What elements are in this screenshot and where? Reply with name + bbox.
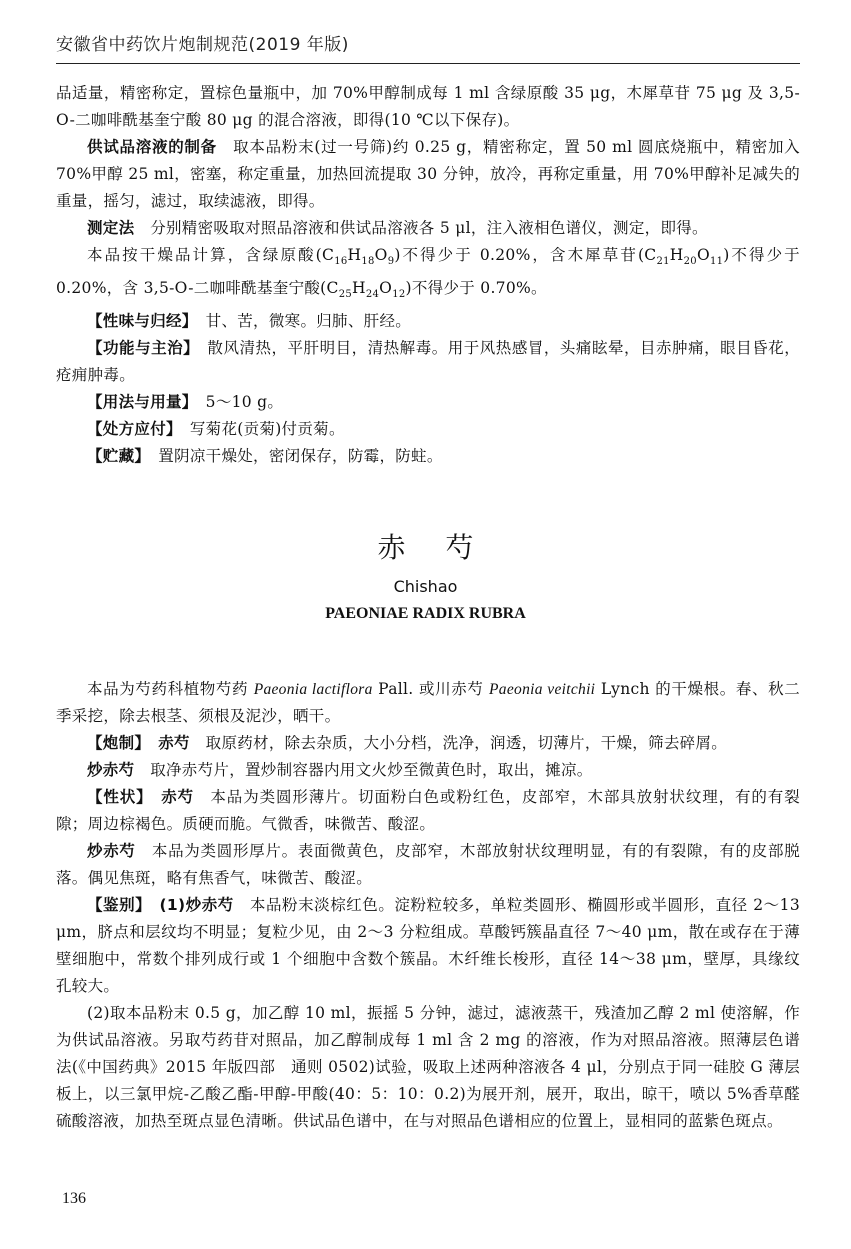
function-text: 散风清热，平肝明目，清热解毒。用于风热感冒，头痛眩晕，目赤肿痛，眼目昏花，疮痈肿毒。 bbox=[56, 339, 800, 385]
monograph-title-latin: PAEONIAE RADIX RUBRA bbox=[325, 605, 526, 622]
source-text: 本品为芍药科植物芍药 bbox=[87, 680, 254, 698]
species-name: Paeonia veitchii bbox=[489, 681, 596, 698]
content-text: )不得少于 0.20%，含 3,5-O-二咖啡酰基奎宁酸(C bbox=[56, 246, 800, 298]
processing-text: 取原药材，除去杂质，大小分档，洗净，润透，切薄片，干燥，筛去碎屑。 bbox=[189, 734, 728, 752]
content-text: )不得少于 0.70%。 bbox=[405, 279, 547, 298]
storage-label: 【贮藏】 bbox=[87, 447, 143, 466]
page-number: 136 bbox=[62, 1190, 86, 1207]
content-limit-paragraph bbox=[56, 242, 800, 308]
identification-label: 【鉴别】 bbox=[87, 896, 144, 914]
identification-text: 本品粉末淡棕红色。淀粉粒较多，单粒类圆形、椭圆形或半圆形，直径 2～13 μm，脐点和层纹均不明显；复粒少见，由 2～3 分粒组成。草酸钙簇晶直径 7～40 μm，散在或存在于薄壁细胞中，常数个排列成行或 1 个细胞中含数个簇晶。木纤维长梭形，直径 14～38 μm，壁厚，具缘纹孔较大。 bbox=[56, 896, 800, 995]
formula-subscript: 25 bbox=[338, 289, 353, 301]
identification-tlc-paragraph: (2)取本品粉末 0.5 g，加乙醇 10 ml，振摇 5 分钟，滤过，滤液蒸干，残渣加乙醇 2 ml 使溶解，作为供试品溶液。另取芍药苷对照品，加乙醇制成每 1 ml 含 2 mg 的溶液，作为对照品溶液。照薄层色谱法(《中国药典》2015 年版四部 通则 0502)试验，吸取上述两种溶液各 4 μl，分别点于同一硅胶 G 薄层板上，以三氯甲烷-乙酸乙酯-甲醇-甲酸(40：5：10：0.2)为展开剂，展开，取出，晾干，喷以 5%香草醛硫酸溶液，加热至斑点显色清晰。供试品色谱中，在与对照品色谱相应的位置上，显相同的蓝紫色斑点。 bbox=[56, 1004, 800, 1130]
test-solution-text: 取本品粉末(过一号筛)约 0.25 g，精密称定，置 50 ml 圆底烧瓶中，精密加入 70%甲醇 25 ml，密塞，称定重量，加热回流提取 30 分钟，放冷，再称定重量，用 70%甲醇补足减失的重量，摇匀，滤过，取续滤液，即得。 bbox=[56, 138, 800, 210]
description-text: 本品为类圆形厚片。表面微黄色，皮部窄，木部放射状纹理明显，有的有裂隙，有的皮部脱落。偶见焦斑，略有焦香气，味微苦、酸涩。 bbox=[56, 842, 800, 887]
previous-monograph-tail bbox=[56, 80, 800, 470]
nature-meridian-label: 【性味与归经】 bbox=[87, 312, 190, 331]
nature-meridian-paragraph bbox=[56, 308, 800, 335]
content-text: H bbox=[352, 279, 366, 298]
formula-subscript: 9 bbox=[387, 256, 395, 268]
prescription-text: 写菊花(贡菊)付贡菊。 bbox=[174, 420, 345, 439]
description-sub-label: 炒赤芍 bbox=[87, 842, 136, 860]
monograph-body bbox=[56, 676, 800, 1135]
species-name: Paeonia lactiflora bbox=[253, 681, 373, 698]
storage-text: 置阴凉干燥处，密闭保存，防霉，防蛀。 bbox=[142, 447, 443, 466]
test-solution-paragraph bbox=[56, 134, 800, 215]
identification-paragraph bbox=[56, 892, 800, 1000]
processing-paragraph bbox=[56, 757, 800, 784]
identification-sub-label: (1)炒赤芍 bbox=[143, 896, 234, 914]
processing-sub-label: 赤芍 bbox=[142, 734, 190, 752]
content-text: H bbox=[347, 246, 362, 264]
processing-sub-label: 炒赤芍 bbox=[87, 761, 135, 779]
standard-solution-paragraph: 品适量，精密称定，置棕色量瓶中，加 70%甲醇制成每 1 ml 含绿原酸 35 μg，木犀草苷 75 μg 及 3,5-O-二咖啡酰基奎宁酸 80 μg 的混合溶液，即得(10 ℃以下保存)。 bbox=[56, 84, 800, 129]
description-label: 【性状】 bbox=[87, 788, 145, 806]
source-paragraph bbox=[56, 676, 800, 730]
dosage-paragraph bbox=[56, 389, 800, 416]
formula-subscript: 16 bbox=[334, 256, 348, 268]
formula-subscript: 24 bbox=[365, 289, 380, 301]
monograph-title-chinese: 赤芍 bbox=[377, 531, 514, 564]
description-paragraph bbox=[56, 838, 800, 892]
dosage-label: 【用法与用量】 bbox=[87, 393, 190, 412]
description-text: 本品为类圆形薄片。切面粉白色或粉红色，皮部窄，木部具放射状纹理，有的有裂隙；周边棕褐色。质硬而脆。气微香，味微苦、酸涩。 bbox=[56, 788, 800, 833]
content-text: 本品按干燥品计算，含绿原酸(C bbox=[87, 246, 335, 264]
assay-method-text: 分别精密吸取对照品溶液和供试品溶液各 5 μl，注入液相色谱仪，测定，即得。 bbox=[134, 219, 708, 237]
function-paragraph bbox=[56, 335, 800, 389]
storage-paragraph bbox=[56, 443, 800, 470]
source-text: Lynch 的干燥根。春、秋二季采挖，除去根茎、须根及泥沙，晒干。 bbox=[56, 680, 801, 725]
prescription-paragraph bbox=[56, 416, 800, 443]
formula-subscript: 21 bbox=[656, 256, 670, 268]
prescription-label: 【处方应付】 bbox=[87, 420, 175, 439]
nature-meridian-text: 甘、苦，微寒。归肺、肝经。 bbox=[189, 312, 412, 331]
header-rule bbox=[56, 63, 800, 64]
source-text: Pall. 或川赤芍 bbox=[372, 680, 490, 698]
processing-paragraph bbox=[56, 730, 800, 757]
running-header: 安徽省中药饮片炮制规范(2019 年版) bbox=[56, 35, 349, 55]
content-text: O bbox=[379, 279, 393, 298]
content-text: O bbox=[374, 246, 388, 264]
monograph-title-pinyin: Chishao bbox=[393, 577, 458, 596]
description-sub-label: 赤芍 bbox=[144, 788, 195, 806]
test-solution-label: 供试品溶液的制备 bbox=[87, 138, 217, 156]
content-text: )不得少于 0.20%，含木犀草苷(C bbox=[394, 246, 657, 264]
dosage-text: 5～10 g。 bbox=[189, 393, 284, 412]
content-text: O bbox=[696, 246, 710, 264]
content-text: H bbox=[669, 246, 684, 264]
processing-text: 取净赤芍片，置炒制容器内用文火炒至微黄色时，取出，摊凉。 bbox=[134, 761, 593, 779]
formula-subscript: 18 bbox=[361, 256, 375, 268]
assay-method-label: 测定法 bbox=[87, 219, 135, 237]
function-label: 【功能与主治】 bbox=[87, 339, 192, 358]
processing-label: 【炮制】 bbox=[87, 734, 143, 752]
description-paragraph bbox=[56, 784, 800, 838]
formula-subscript: 12 bbox=[392, 289, 406, 301]
formula-subscript: 11 bbox=[709, 256, 724, 268]
assay-method-paragraph bbox=[56, 215, 800, 242]
formula-subscript: 20 bbox=[683, 256, 697, 268]
